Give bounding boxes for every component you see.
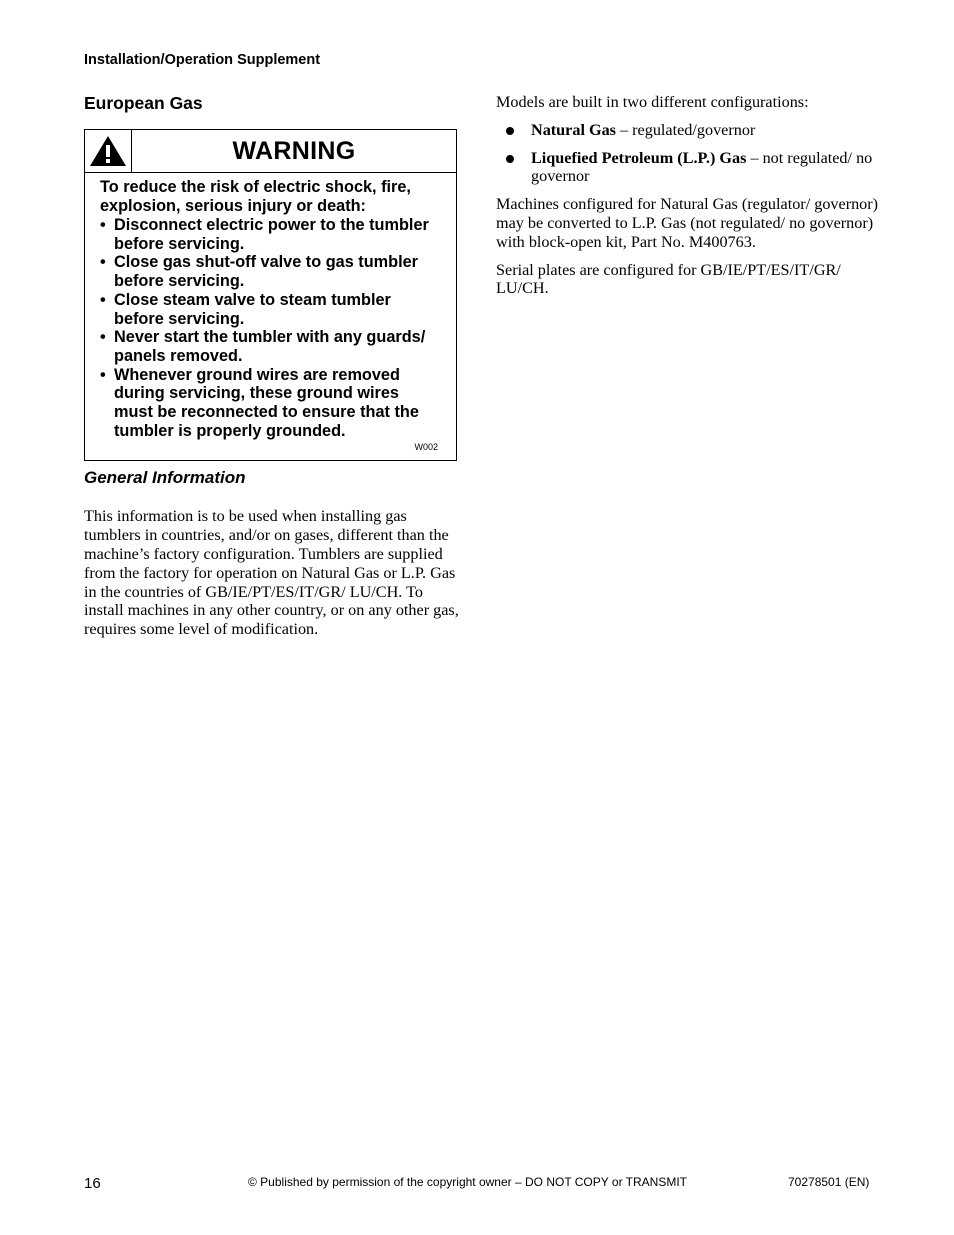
bullet-icon: • [100, 328, 106, 347]
warning-item: • Disconnect electric power to the tumbler before servicing. [100, 216, 429, 253]
running-header: Installation/Operation Supplement [84, 52, 321, 68]
bullet-dot-icon [506, 127, 514, 135]
warning-code: W002 [414, 442, 438, 453]
right-column [496, 93, 880, 298]
general-info-heading: General Information [84, 468, 246, 488]
warning-lead: To reduce the risk of electric shock, fire, explosion, serious injury or death: [100, 178, 411, 215]
warning-body [85, 173, 456, 460]
page-number: 16 [84, 1175, 101, 1192]
bullet-icon: • [100, 290, 106, 309]
config-item [496, 149, 880, 187]
exclamation-triangle-icon [88, 134, 128, 168]
config-term: Liquefied Petroleum (L.P.) Gas [531, 148, 747, 167]
left-column [84, 92, 460, 639]
warning-item: • Never start the tumbler with any guards/ panels removed. [100, 328, 426, 365]
conversion-text: Machines configured for Natural Gas (regulator/ governor) may be converted to L.P. Gas (not regulated/ no governor) with block-open kit, Part No. M400763. [496, 195, 879, 251]
config-desc: – not regulated/ no governor [531, 148, 873, 186]
warning-box [84, 129, 457, 461]
bullet-icon: • [100, 365, 106, 384]
copyright-notice: © Published by permission of the copyright owner – DO NOT COPY or TRANSMIT [248, 1175, 688, 1189]
config-item [496, 121, 880, 140]
bullet-dot-icon [506, 155, 514, 163]
warning-item: • Whenever ground wires are removed during servicing, these ground wires must be reconnected to ensure that the tumbler is properly grounded. [100, 365, 419, 440]
serial-plates-text: Serial plates are configured for GB/IE/PT/ES/IT/GR/ LU/CH. [496, 260, 841, 298]
warning-header [85, 130, 456, 173]
warning-icon-cell [85, 130, 132, 172]
config-term: Natural Gas [531, 120, 616, 139]
configurations-intro: Models are built in two different configurations: [496, 93, 809, 111]
warning-item: • Close gas shut-off valve to gas tumbler before servicing. [100, 253, 418, 291]
bullet-icon: • [100, 253, 106, 272]
document-number: 70278501 (EN) [788, 1175, 870, 1189]
config-desc: – regulated/governor [615, 120, 756, 139]
warning-list [100, 216, 438, 440]
warning-item: • Close steam valve to steam tumbler before servicing. [100, 290, 391, 328]
configurations-list [496, 121, 880, 186]
warning-title: WARNING [232, 136, 356, 165]
general-info-text: This information is to be used when installing gas tumblers in countries, and/or on gases, different than the machine’s factory configuration. Tumblers are supplied from the factory for operation on Natural Gas or L.P. Gas in the countries of GB/IE/PT/ES/IT/GR/ LU/CH. To install machines in any other country, or on any other gas, requires some level of modification. [84, 507, 459, 639]
section-title: European Gas [84, 93, 203, 113]
bullet-icon: • [100, 216, 106, 234]
